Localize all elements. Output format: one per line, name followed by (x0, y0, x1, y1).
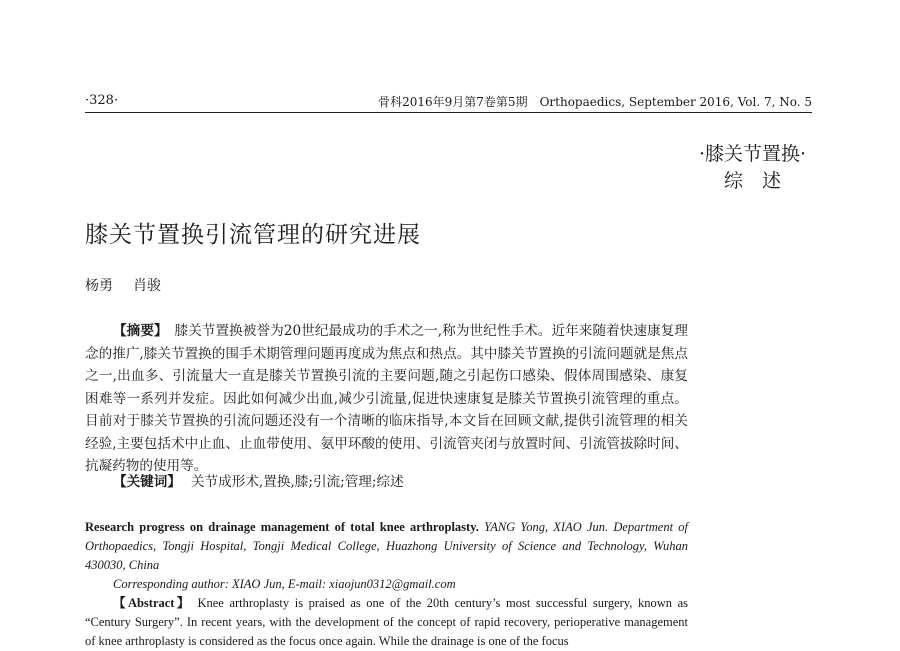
english-abstract-block (85, 518, 688, 651)
keywords-text: 关节成形术,置换,膝;引流;管理;综述 (190, 474, 404, 490)
journal-citation: 骨科2016年9月第7卷第5期 Orthopaedics, September 2016, Vol. 7, No. 5 (378, 95, 812, 109)
english-abstract-label: 【Abstract】 (113, 596, 192, 610)
corresponding-author: Corresponding author: XIAO Jun, E-mail: xiaojun0312@gmail.com (113, 577, 456, 591)
english-affiliation: YANG Yong, XIAO Jun. Department of Orthopaedics, Tongji Hospital, Tongji Medical College, Huazhong University of Science and Technology, Wuhan 430030, China (85, 520, 689, 572)
english-abstract-text: Knee arthroplasty is praised as one of the 20th century’s most successful surgery, known as “Century Surgery”. In recent years, with the development of the concept of rapid recovery, perioperative management of knee arthroplasty is considered as the focus once again. While the drainage is one of the focus (85, 596, 689, 648)
chinese-keywords (85, 471, 688, 493)
abstract-label: 【摘要】 (113, 323, 161, 339)
abstract-text: 膝关节置换被誉为20世纪最成功的手术之一,称为世纪性手术。近年来随着快速康复理念的推广,膝关节置换的围手术期管理问题再度成为焦点和热点。其中膝关节置换的引流问题就是焦点之一,出血多、引流量大一直是膝关节置换引流的主要问题,随之引起伤口感染、假体周围感染、康复困难等一系列并发症。因此如何减少出血,减少引流量,促进快速康复是膝关节置换引流管理的重点。目前对于膝关节置换的引流问题还没有一个清晰的临床指导,本文旨在回顾文献,提供引流管理的相关经验,主要包括术中止血、止血带使用、氨甲环酸的使用、引流管夹闭与放置时间、引流管拔除时间、抗凝药物的使用等。 (85, 323, 689, 474)
keywords-label: 【关键词】 (113, 474, 181, 490)
author-name: 杨勇 (85, 278, 113, 294)
section-type: 综 述 (723, 170, 781, 192)
author-name: 肖骏 (133, 278, 161, 294)
section-label (690, 141, 815, 195)
page-number: ·328· (85, 93, 119, 108)
running-header (85, 93, 812, 113)
section-topic: ·膝关节置换· (698, 143, 807, 165)
header-rule (85, 112, 812, 113)
paper-title: 膝关节置换引流管理的研究进展 (85, 222, 421, 248)
chinese-abstract (85, 320, 688, 478)
author-list (85, 275, 161, 295)
english-title: Research progress on drainage management of total knee arthroplasty. (85, 520, 479, 534)
